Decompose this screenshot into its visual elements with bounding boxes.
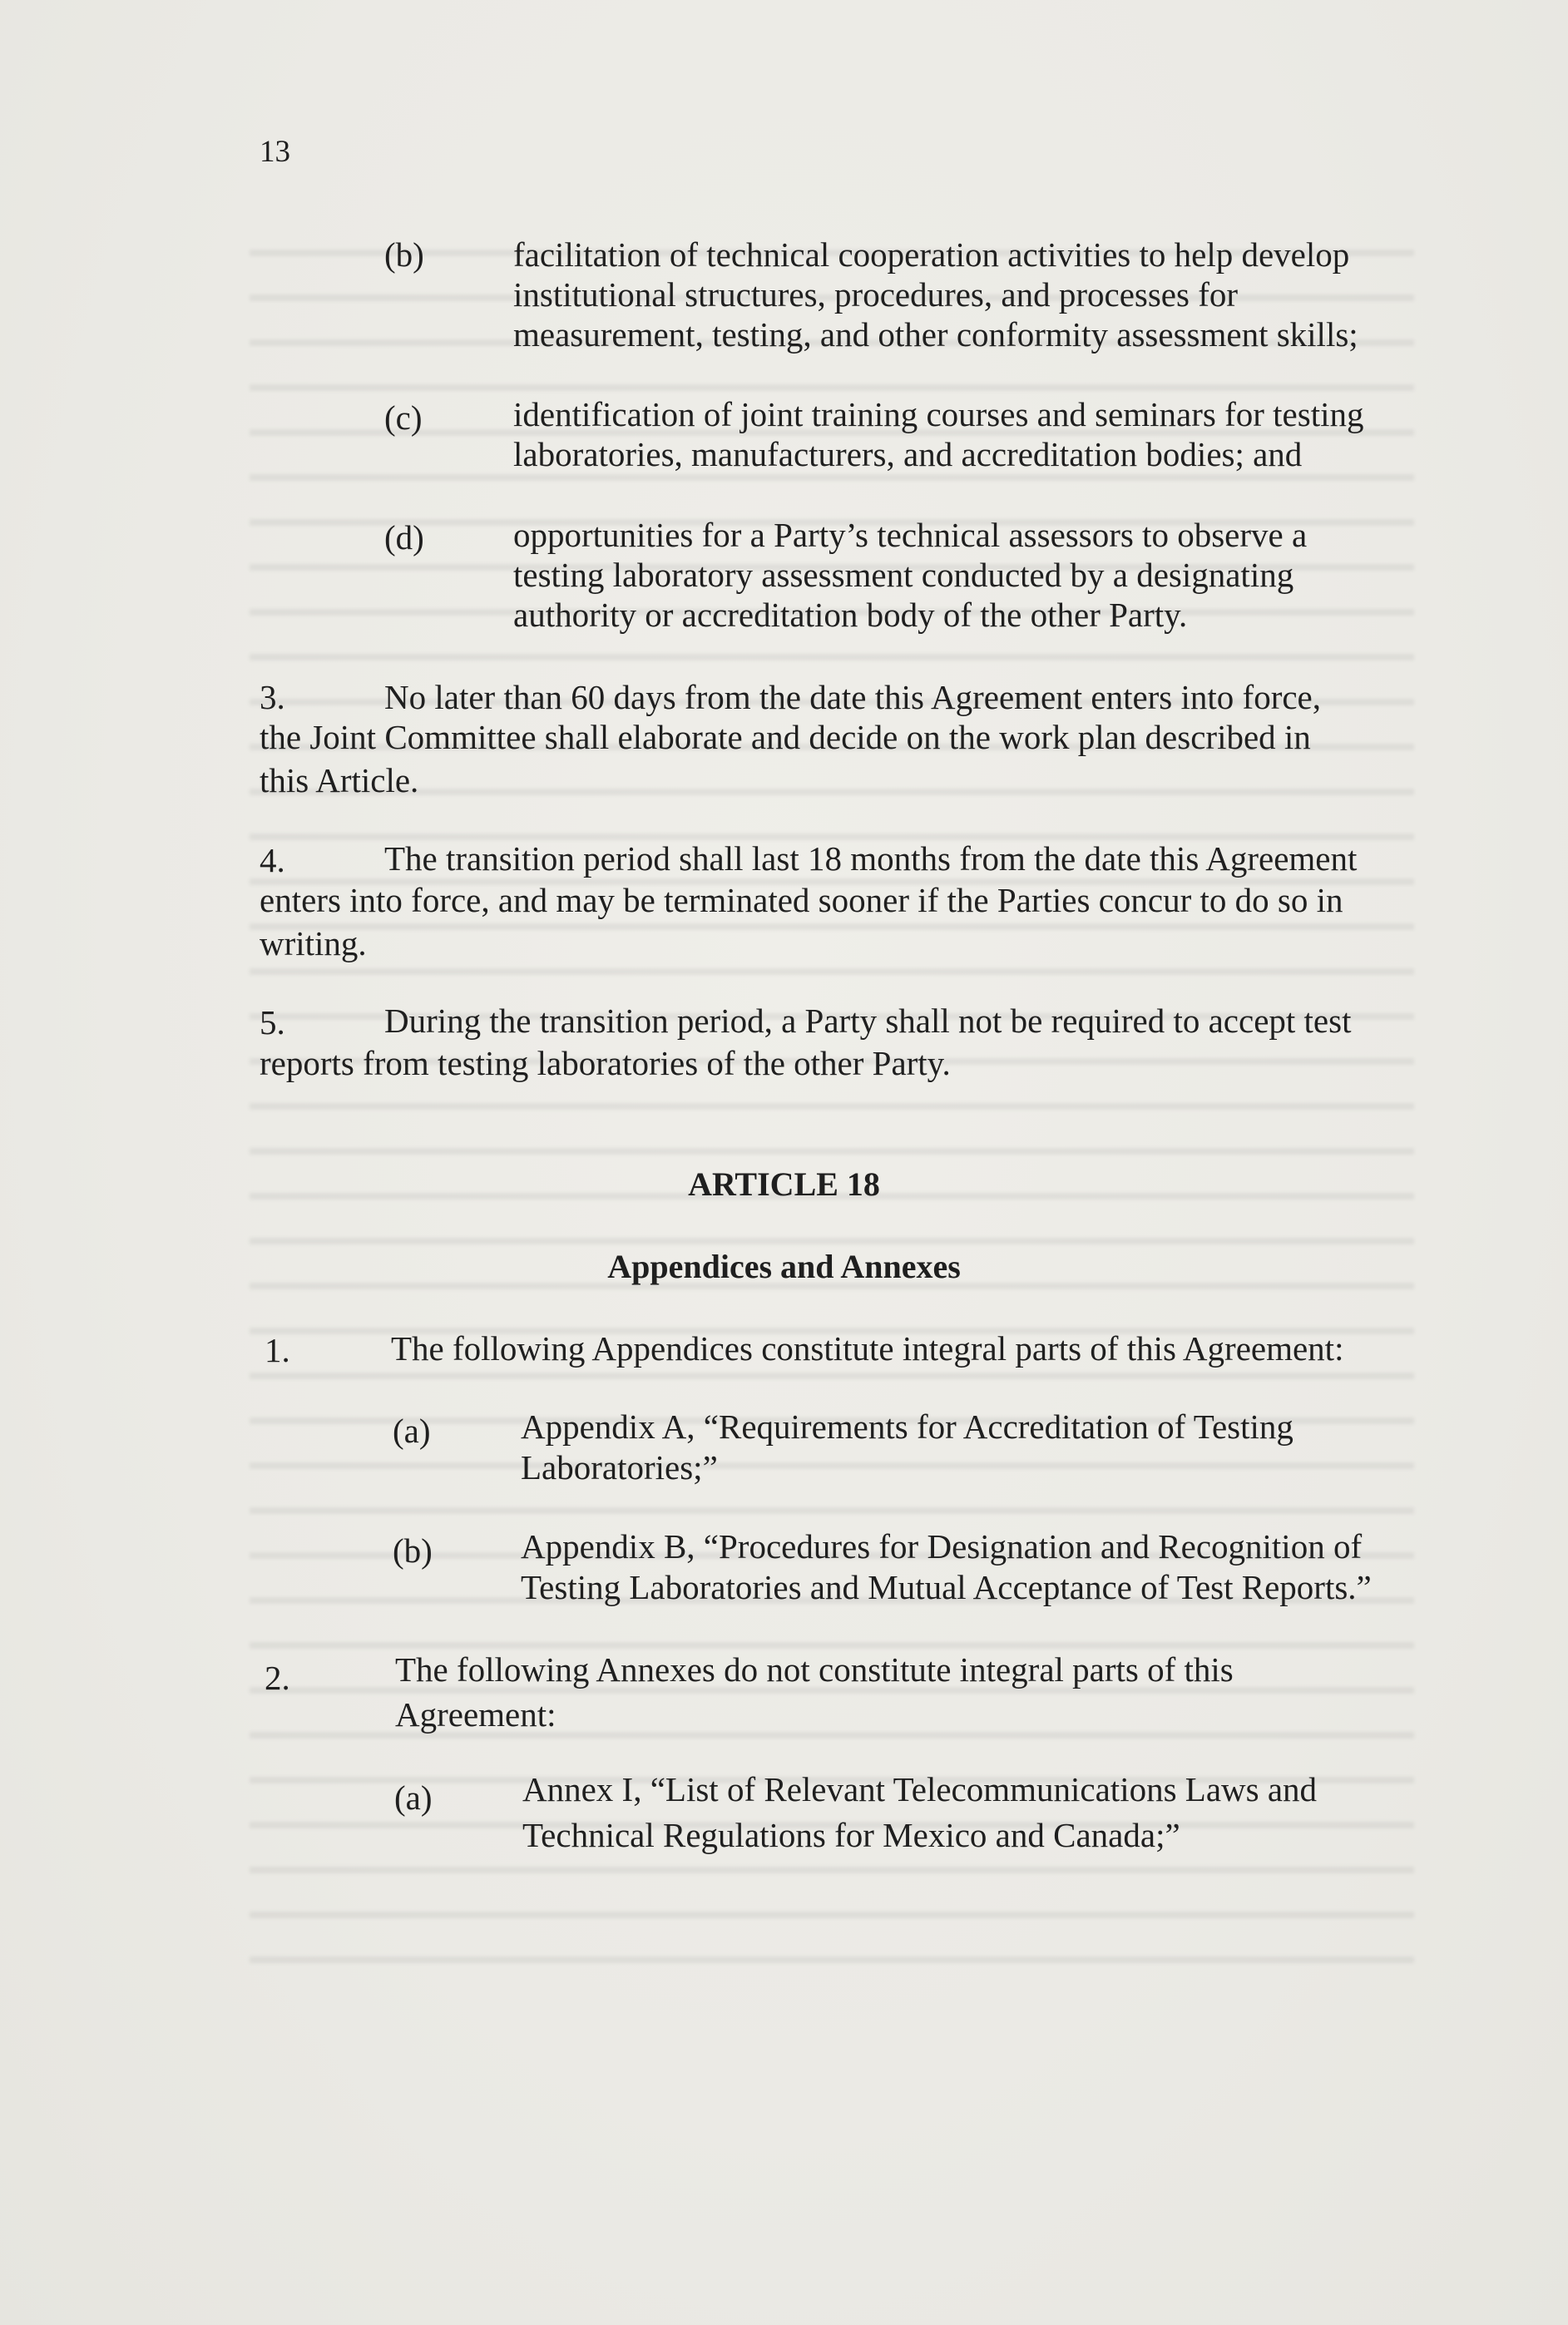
article-item-text: The following Appendices constitute integral parts of this Agreement: bbox=[391, 1329, 1344, 1368]
paragraph-number: 5. bbox=[260, 1003, 285, 1041]
paragraph-line: The transition period shall last 18 months from the date this Agreement bbox=[384, 839, 1358, 878]
annex-line: Annex I, “List of Relevant Telecommunications Laws and bbox=[522, 1770, 1318, 1808]
appendix-line: Laboratories;” bbox=[521, 1448, 718, 1487]
appendix-line: Testing Laboratories and Mutual Acceptance of Test Reports.” bbox=[521, 1568, 1372, 1606]
annex-marker: (a) bbox=[394, 1778, 433, 1817]
paragraph-line: No later than 60 days from the date this Agreement enters into force, bbox=[384, 678, 1321, 716]
list-item-line: identification of joint training courses and seminars for testing bbox=[513, 395, 1364, 433]
article-heading: ARTICLE 18 bbox=[688, 1165, 880, 1203]
paragraph-line: the Joint Committee shall elaborate and decide on the work plan described in bbox=[260, 718, 1311, 756]
appendix-line: Appendix A, “Requirements for Accreditation of Testing bbox=[521, 1407, 1293, 1446]
list-item-line: authority or accreditation body of the other Party. bbox=[513, 596, 1188, 634]
list-item-line: laboratories, manufacturers, and accreditation bodies; and bbox=[513, 435, 1303, 473]
paragraph-number: 3. bbox=[260, 678, 285, 716]
article-item-number: 2. bbox=[265, 1659, 290, 1697]
paragraph-line: During the transition period, a Party shall not be required to accept test bbox=[384, 1002, 1352, 1040]
list-item-marker: (d) bbox=[384, 518, 424, 557]
list-item-marker: (c) bbox=[384, 398, 423, 437]
article-item-line: The following Annexes do not constitute integral parts of this bbox=[395, 1650, 1234, 1689]
page-number: 13 bbox=[260, 135, 290, 169]
list-item-marker: (b) bbox=[384, 235, 424, 274]
list-item-line: opportunities for a Party’s technical assessors to observe a bbox=[513, 516, 1308, 554]
paragraph-line: enters into force, and may be terminated sooner if the Parties concur to do so in bbox=[260, 881, 1343, 919]
paragraph-line: writing. bbox=[260, 924, 367, 962]
article-item-line: Agreement: bbox=[395, 1695, 556, 1734]
list-item-line: institutional structures, procedures, and processes for bbox=[513, 275, 1239, 314]
annex-line: Technical Regulations for Mexico and Canada;” bbox=[522, 1816, 1180, 1854]
paragraph-line: reports from testing laboratories of the other Party. bbox=[260, 1044, 951, 1082]
appendix-line: Appendix B, “Procedures for Designation and Recognition of bbox=[521, 1527, 1363, 1566]
list-item-line: testing laboratory assessment conducted by a designating bbox=[513, 556, 1294, 594]
paragraph-number: 4. bbox=[260, 841, 285, 879]
article-item-number: 1. bbox=[265, 1331, 290, 1369]
article-title: Appendices and Annexes bbox=[607, 1248, 961, 1285]
paragraph-line: this Article. bbox=[260, 761, 419, 799]
appendix-marker: (a) bbox=[393, 1412, 431, 1450]
appendix-marker: (b) bbox=[393, 1531, 433, 1570]
list-item-line: facilitation of technical cooperation activities to help develop bbox=[513, 235, 1350, 274]
list-item-line: measurement, testing, and other conformity assessment skills; bbox=[513, 315, 1358, 354]
